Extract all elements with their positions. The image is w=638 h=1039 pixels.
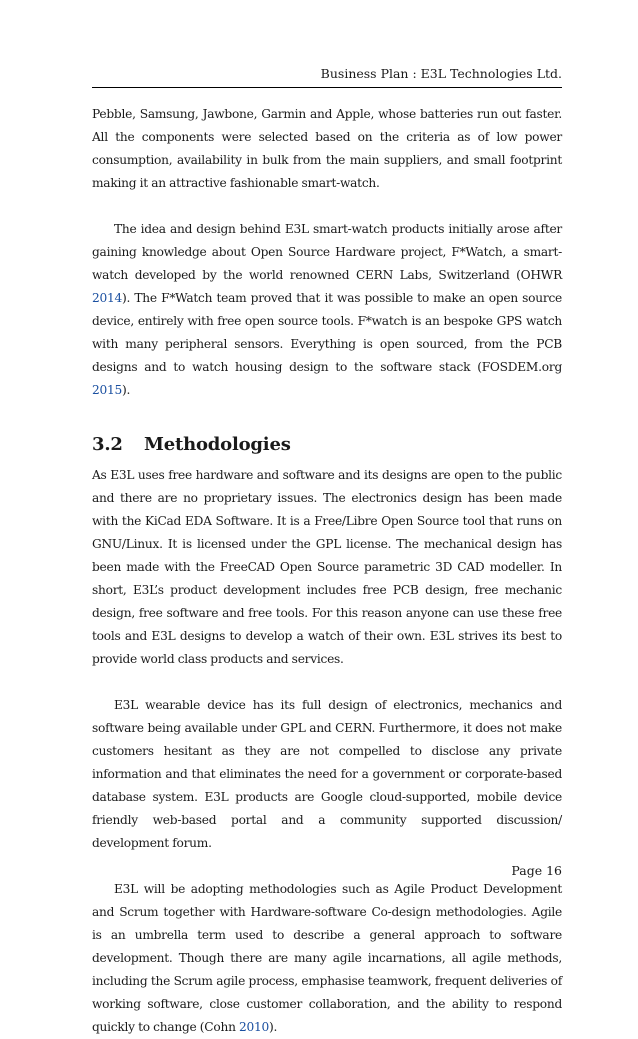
section-heading — [92, 432, 562, 458]
paragraph-gap — [92, 855, 562, 878]
paragraph-text: ). The F*Watch team proved that it was possible to make an open source device, entirely with free open source tools. F*watch is an bespoke GPS watch with many peripheral sensors. Everything is open sourced, from the PCB designs and to watch housing design to the software stack (FOSDEM.org — [92, 291, 562, 374]
paragraph-wearable-device: E3L wearable device has its full design of electronics, mechanics and software being available under GPL and CERN. Furthermore, it does not make customers hesitant as they are not compelled to disclose any private information and that eliminates the need for a government or corporate-based database system. E3L products are Google cloud-supported, mobile device friendly web-based portal and a community supported discussion/ development forum. — [92, 698, 562, 850]
section-number: 3.2 — [92, 434, 123, 455]
page-number: Page 16 — [511, 863, 562, 878]
citation-link-cohn-2010[interactable]: 2010 — [239, 1020, 270, 1034]
section-title: Methodologies — [144, 434, 291, 455]
running-header-title: Business Plan : E3L Technologies Ltd. — [320, 66, 562, 81]
paragraph-gap — [92, 195, 562, 218]
citation-link-ohwr-2014[interactable]: 2014 — [92, 291, 123, 305]
citation-link-fosdem-2015[interactable]: 2015 — [92, 383, 123, 397]
paragraph-text: ). — [122, 383, 131, 397]
body-text — [92, 103, 562, 1039]
paragraph-intro-continued: Pebble, Samsung, Jawbone, Garmin and Apple, whose batteries run out faster. All the components were selected based on the criteria as of low power consumption, availability in bulk from the main suppliers, and small footprint making it an attractive fashionable smart-watch. — [92, 107, 562, 190]
paragraph-gap — [92, 671, 562, 694]
paragraph-text: The idea and design behind E3L smart-watch products initially arose after gaining knowledge about Open Source Hardware project, F*Watch, a smart-watch developed by the world renowned CERN Labs, Switzerland (OHWR — [92, 222, 562, 282]
paragraph-text: ). — [269, 1020, 278, 1034]
paragraph-fwatch-origin — [92, 218, 562, 402]
paragraph-text: E3L will be adopting methodologies such as Agile Product Development and Scrum together with Hardware-software Co-design methodologies. Agile is an umbrella term used to describe a general approach to software development. Though there are many agile incarnations, all agile methods, including the Scrum agile process, emphasise teamwork, frequent deliveries of working software, close customer collaboration, and the ability to respond quickly to change (Cohn — [92, 882, 562, 1034]
paragraph-agile-scrum — [92, 878, 562, 1039]
paragraph-free-tools: As E3L uses free hardware and software and its designs are open to the public and there are no proprietary issues. The electronics design has been made with the KiCad EDA Software. It is a Free/Libre Open Source tool that runs on GNU/Linux. It is licensed under the GPL license. The mechanical design has been made with the FreeCAD Open Source parametric 3D CAD modeller. In short, E3L’s product development includes free PCB design, free mechanic design, free software and free tools. For this reason anyone can use these free tools and E3L designs to develop a watch of their own. E3L strives its best to provide world class products and services. — [92, 468, 562, 666]
header-rule — [92, 87, 562, 88]
